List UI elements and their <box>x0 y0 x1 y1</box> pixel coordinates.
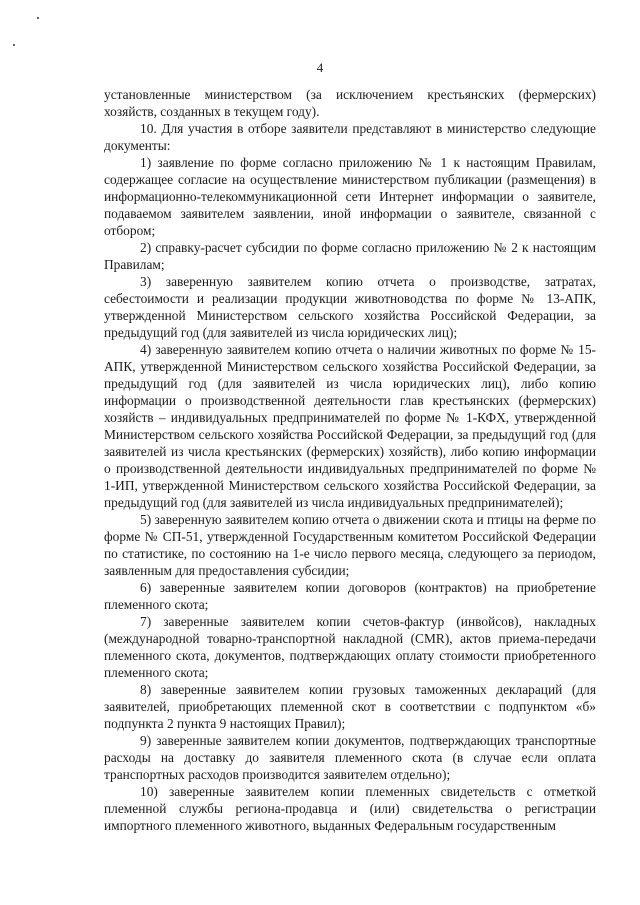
list-item-4: 4) заверенную заявителем копию отчета о наличии животных по форме № 15-АПК, утвержденной Министерством сельского хозяйства Российской Федерации, за предыдущий год (для заявителей из числа юридических лиц), либо копию информации о производственной деятельности глав крестьянских (фермерских) хозяйств – индивидуальных предпринимателей по форме № 1-КФХ, утвержденной Министерством сельского хозяйства Российской Федерации, за предыдущий год (для заявителей из числа крестьянских (фермерских) хозяйств), либо копию информации о производственной деятельности индивидуальных предпринимателей по форме № 1-ИП, утвержденной Министерством сельского хозяйства Российской Федерации, за предыдущий год (для заявителей из числа индивидуальных предпринимателей); <box>104 342 596 510</box>
scan-speck <box>37 17 39 19</box>
page-number: 4 <box>316 60 324 75</box>
list-item-7: 7) заверенные заявителем копии счетов-фактур (инвойсов), накладных (международной товарно-транспортной накладной (CMR), актов приема-передачи племенного скота, документов, подтверждающих оплату стоимости приобретенного племенного скота; <box>104 614 596 680</box>
paragraph-continuation: установленные министерством (за исключением крестьянских (фермерских) хозяйств, созданных в текущем году). <box>104 87 596 119</box>
list-item-6: 6) заверенные заявителем копии договоров (контрактов) на приобретение племенного скота; <box>104 580 596 612</box>
document-body <box>104 86 596 834</box>
paragraph-item-10: 10. Для участия в отборе заявители представляют в министерство следующие документы: <box>104 121 596 153</box>
list-item-8: 8) заверенные заявителем копии грузовых таможенных деклараций (для заявителей, приобретающих племенной скот в соответствии с подпунктом «б» подпункта 2 пункта 9 настоящих Правил); <box>104 682 596 731</box>
list-item-9: 9) заверенные заявителем копии документов, подтверждающих транспортные расходы на доставку до заявителя племенного скота (в случае если оплата транспортных расходов производится заявителем отдельно); <box>104 733 596 782</box>
list-item-5: 5) заверенную заявителем копию отчета о движении скота и птицы на ферме по форме № СП-51, утвержденной Государственным комитетом Российской Федерации по статистике, по состоянию на 1-е число первого месяца, следующего за периодом, заявленным для предоставления субсидии; <box>104 512 596 578</box>
list-item-10: 10) заверенные заявителем копии племенных свидетельств с отметкой племенной службы региона-продавца и (или) свидетельства о регистрации импортного племенного животного, выданных Федеральным государственным <box>104 784 596 833</box>
scan-speck <box>13 44 15 46</box>
list-item-1: 1) заявление по форме согласно приложению № 1 к настоящим Правилам, содержащее согласие на осуществление министерством публикации (размещения) в информационно-телекоммуникационной сети Интернет информации о заявителе, подаваемом заявителем заявлении, иной информации о заявителе, связанной с отбором; <box>104 155 596 238</box>
list-item-3: 3) заверенную заявителем копию отчета о производстве, затратах, себестоимости и реализации продукции животноводства по форме № 13-АПК, утвержденной Министерством сельского хозяйства Российской Федерации, за предыдущий год (для заявителей из числа юридических лиц); <box>104 274 596 340</box>
list-item-2: 2) справку-расчет субсидии по форме согласно приложению № 2 к настоящим Правилам; <box>104 240 596 272</box>
